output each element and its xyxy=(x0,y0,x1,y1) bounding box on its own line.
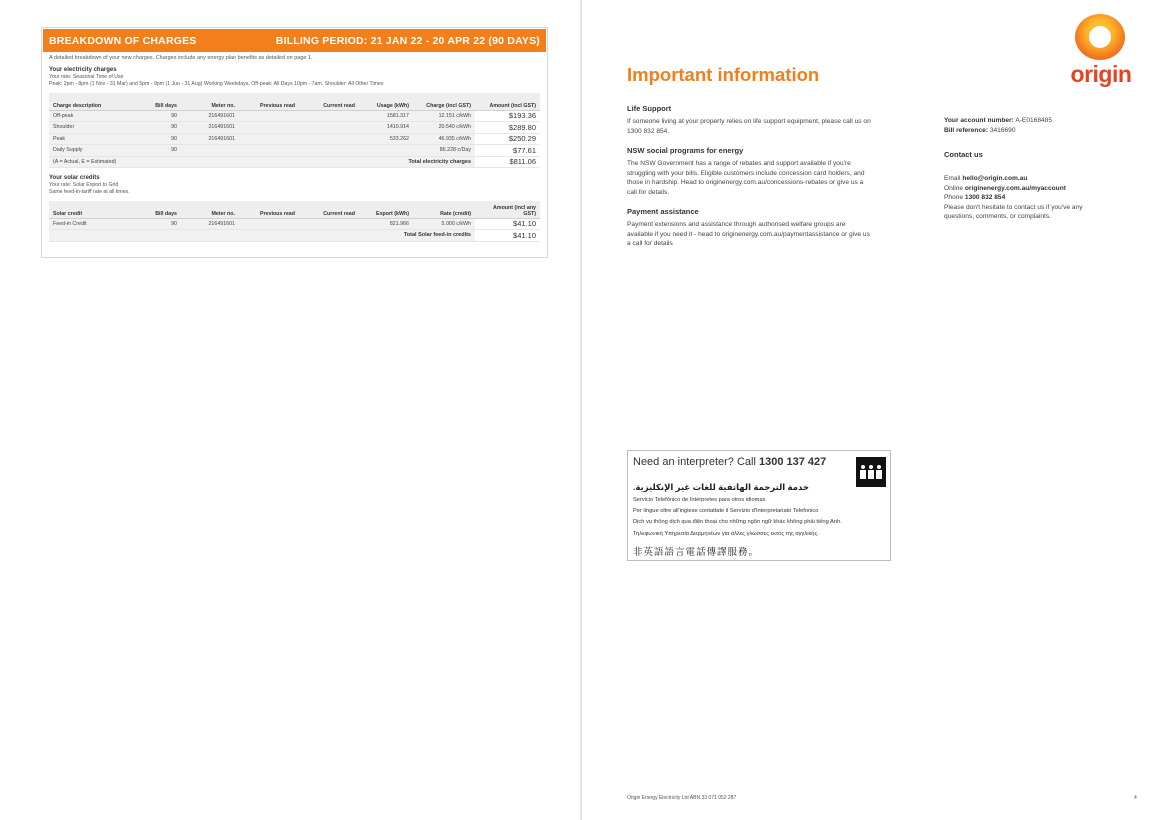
online-link[interactable]: originenergy.com.au/myaccount xyxy=(964,184,1066,192)
cell: 216491601 xyxy=(181,218,239,230)
interpreter-spanish: Servicio Telefónico de Intérpretes para otros idiomas. xyxy=(633,497,767,503)
account-number: A-E0168485 xyxy=(1015,117,1052,124)
nsw-heading: NSW social programs for energy xyxy=(627,146,744,156)
table-row xyxy=(49,110,540,122)
cell: 46.935 c/kWh xyxy=(413,133,475,145)
interpreter-people-icon xyxy=(856,457,886,487)
account-number-line xyxy=(944,116,1124,126)
cell xyxy=(239,133,299,145)
person-figure xyxy=(876,465,882,479)
bill-reference-line xyxy=(944,126,1124,136)
payment-text: Payment extensions and assistance through authorised welfare groups are available if you need it - head to originenergy.com.au/paymentassistance or give us a call for details xyxy=(627,221,870,248)
interpreter-chinese: 非英語語言電話傳譯服務。 xyxy=(633,547,760,558)
nsw-text: The NSW Government has a range of rebates and support available if you're struggling with your bills. Eligible customers include concession card holders, and those in hardship. Head to originenergy.com.au/concessions-rebates or give us a call for details. xyxy=(627,160,865,196)
email-link[interactable]: hello@origin.com.au xyxy=(962,175,1028,182)
cell: 5.000 c/kWh xyxy=(413,218,475,230)
payment-heading: Payment assistance xyxy=(627,207,699,217)
total-label: Total electricity charges xyxy=(359,156,475,168)
col-header: Charge (incl GST) xyxy=(413,93,475,110)
solar-rate: Your rate: Solar Export to Grid xyxy=(49,182,119,189)
cell: Off-peak xyxy=(49,110,137,122)
origin-logo xyxy=(1070,14,1130,94)
cell xyxy=(181,145,239,157)
bill-reference-label: Bill reference: xyxy=(944,126,988,134)
cell xyxy=(239,145,299,157)
cell: 1581.317 xyxy=(359,110,413,122)
total-row xyxy=(49,156,540,168)
cell: 12.151 c/kWh xyxy=(413,110,475,122)
contact-details xyxy=(944,174,1114,222)
col-header: Bill days xyxy=(137,93,181,110)
cell xyxy=(299,133,359,145)
col-header: Meter no. xyxy=(181,93,239,110)
cell: 86.228 c/Day xyxy=(413,145,475,157)
footer-legal: Origin Energy Electricity Ltd ABN 33 071 052 287 xyxy=(627,795,737,801)
cell: 90 xyxy=(137,110,181,122)
total-amount: $41.10 xyxy=(475,230,540,242)
charges-intro: A detailed breakdown of your new charges. Charges include any energy plan benefits as detailed on page 1. xyxy=(49,55,313,61)
table-row xyxy=(49,133,540,145)
life-support-heading: Life Support xyxy=(627,104,672,113)
cell: 533.262 xyxy=(359,133,413,145)
cell: 1410.914 xyxy=(359,122,413,134)
col-header: Bill days xyxy=(137,201,181,218)
col-header: Current read xyxy=(299,93,359,110)
cell-amount: $193.36 xyxy=(475,110,540,122)
cell: 216491601 xyxy=(181,122,239,134)
bill-reference: 3416690 xyxy=(989,126,1016,134)
col-header: Solar credit xyxy=(49,201,137,218)
interpreter-arabic: خدمة الترجمة الهاتفية للغات غير الإنكليزية. xyxy=(633,482,810,492)
cell: Daily Supply xyxy=(49,145,137,157)
person-figure xyxy=(868,465,874,479)
cell xyxy=(239,110,299,122)
interpreter-title xyxy=(633,456,826,468)
email-line xyxy=(944,174,1114,184)
table-row xyxy=(49,122,540,134)
account-details xyxy=(944,116,1124,135)
table-header-row xyxy=(49,93,540,110)
online-line xyxy=(944,184,1114,194)
col-header: Export (kWh) xyxy=(359,201,413,218)
charges-panel xyxy=(41,27,548,258)
cell xyxy=(359,145,413,157)
table-row xyxy=(49,145,540,157)
email-label: Email xyxy=(944,175,961,182)
interpreter-italian: Per lingue oltre all'inglese contattate il Servizio d'Interpretariato Telefonico xyxy=(633,508,819,514)
cell xyxy=(299,122,359,134)
cell: 821.966 xyxy=(359,218,413,230)
phone-number: 1300 832 854 xyxy=(964,194,1006,202)
cell: Feed-in Credit xyxy=(49,218,137,230)
total-row xyxy=(49,230,540,242)
cell: 216491601 xyxy=(181,110,239,122)
interpreter-vietnamese: Dịch vụ thông dịch qua điện thoại cho những ngôn ngữ khác không phải tiếng Anh. xyxy=(633,519,842,525)
important-info-title: Important information xyxy=(627,64,820,85)
col-header: Amount (incl any GST) xyxy=(475,201,540,218)
cell xyxy=(299,145,359,157)
cell: 20.540 c/kWh xyxy=(413,122,475,134)
origin-logo-text: origin xyxy=(1070,61,1132,87)
life-support-text: If someone living at your property relies on life support equipment, please call us on 1300 832 854. xyxy=(627,118,871,135)
cell-amount: $41.10 xyxy=(475,218,540,230)
electricity-periods: Peak: 2pm - 8pm (1 Nov - 31 Mar) and 5pm - 9pm (1 Jun - 31 Aug) Working Weekdays. Off-peak: All Days 10pm - 7am. Shoulder: All Other Times xyxy=(49,81,384,88)
contact-heading: Contact us xyxy=(944,150,983,159)
online-label: Online xyxy=(944,184,964,192)
life-support-block xyxy=(627,104,872,136)
charges-header xyxy=(43,29,546,52)
col-header: Previous read xyxy=(239,201,299,218)
electricity-table xyxy=(49,93,540,168)
cell: 90 xyxy=(137,122,181,134)
nsw-block xyxy=(627,146,872,197)
page-number: 4 xyxy=(1134,795,1137,801)
interpreter-box xyxy=(627,450,891,561)
cell: Peak xyxy=(49,133,137,145)
col-header: Previous read xyxy=(239,93,299,110)
cell xyxy=(299,218,359,230)
electricity-rate: Your rate: Seasonal Time of Use xyxy=(49,74,124,80)
solar-table xyxy=(49,201,540,242)
solar-section-title: Your solar credits xyxy=(49,175,100,182)
cell: Shoulder xyxy=(49,122,137,134)
col-header: Rate (credit) xyxy=(413,201,475,218)
left-page xyxy=(0,0,580,820)
col-header: Usage (kWh) xyxy=(359,93,413,110)
charges-title: BREAKDOWN OF CHARGES xyxy=(49,34,197,47)
cell xyxy=(239,218,299,230)
phone-label: Phone xyxy=(944,194,964,202)
col-header: Amount (incl GST) xyxy=(475,93,540,110)
phone-line xyxy=(944,193,1114,203)
contact-note: Please don't hesitate to contact us if you've any questions, comments, or complaints. xyxy=(944,203,1083,221)
col-header: Current read xyxy=(299,201,359,218)
col-header: Meter no. xyxy=(181,201,239,218)
table-row xyxy=(49,218,540,230)
billing-period: BILLING PERIOD: 21 JAN 22 - 20 APR 22 (90 DAYS) xyxy=(275,34,540,47)
cell xyxy=(239,122,299,134)
person-figure xyxy=(860,465,866,479)
cell-amount: $250.29 xyxy=(475,133,540,145)
electricity-section-title: Your electricity charges xyxy=(49,67,117,73)
origin-logo-hole xyxy=(1089,26,1111,48)
total-label: Total Solar feed-in credits xyxy=(359,230,475,242)
info-column xyxy=(627,104,872,259)
interpreter-greek: Τηλεφωνική Υπηρεσία Διερμηνέων για άλλες γλώσσες εκτός της αγγλικής. xyxy=(633,531,819,537)
cell xyxy=(299,110,359,122)
interpreter-label: Need an interpreter? Call xyxy=(633,456,756,468)
account-number-label: Your account number: xyxy=(944,117,1014,124)
solar-note: Same feed-in-tariff rate at all times. xyxy=(49,189,130,196)
spacer-cell xyxy=(49,230,359,242)
cell: 90 xyxy=(137,145,181,157)
legend-note: (A = Actual, E = Estimated) xyxy=(49,156,359,168)
cell: 90 xyxy=(137,133,181,145)
cell-amount: $77.61 xyxy=(475,145,540,157)
interpreter-number: 1300 137 427 xyxy=(758,456,827,468)
right-page xyxy=(582,0,1166,820)
payment-block xyxy=(627,207,872,249)
cell: 90 xyxy=(137,218,181,230)
cell-amount: $289.80 xyxy=(475,122,540,134)
total-amount: $811.06 xyxy=(475,156,540,168)
cell: 216491601 xyxy=(181,133,239,145)
table-header-row xyxy=(49,201,540,218)
col-header: Charge description xyxy=(49,93,137,110)
